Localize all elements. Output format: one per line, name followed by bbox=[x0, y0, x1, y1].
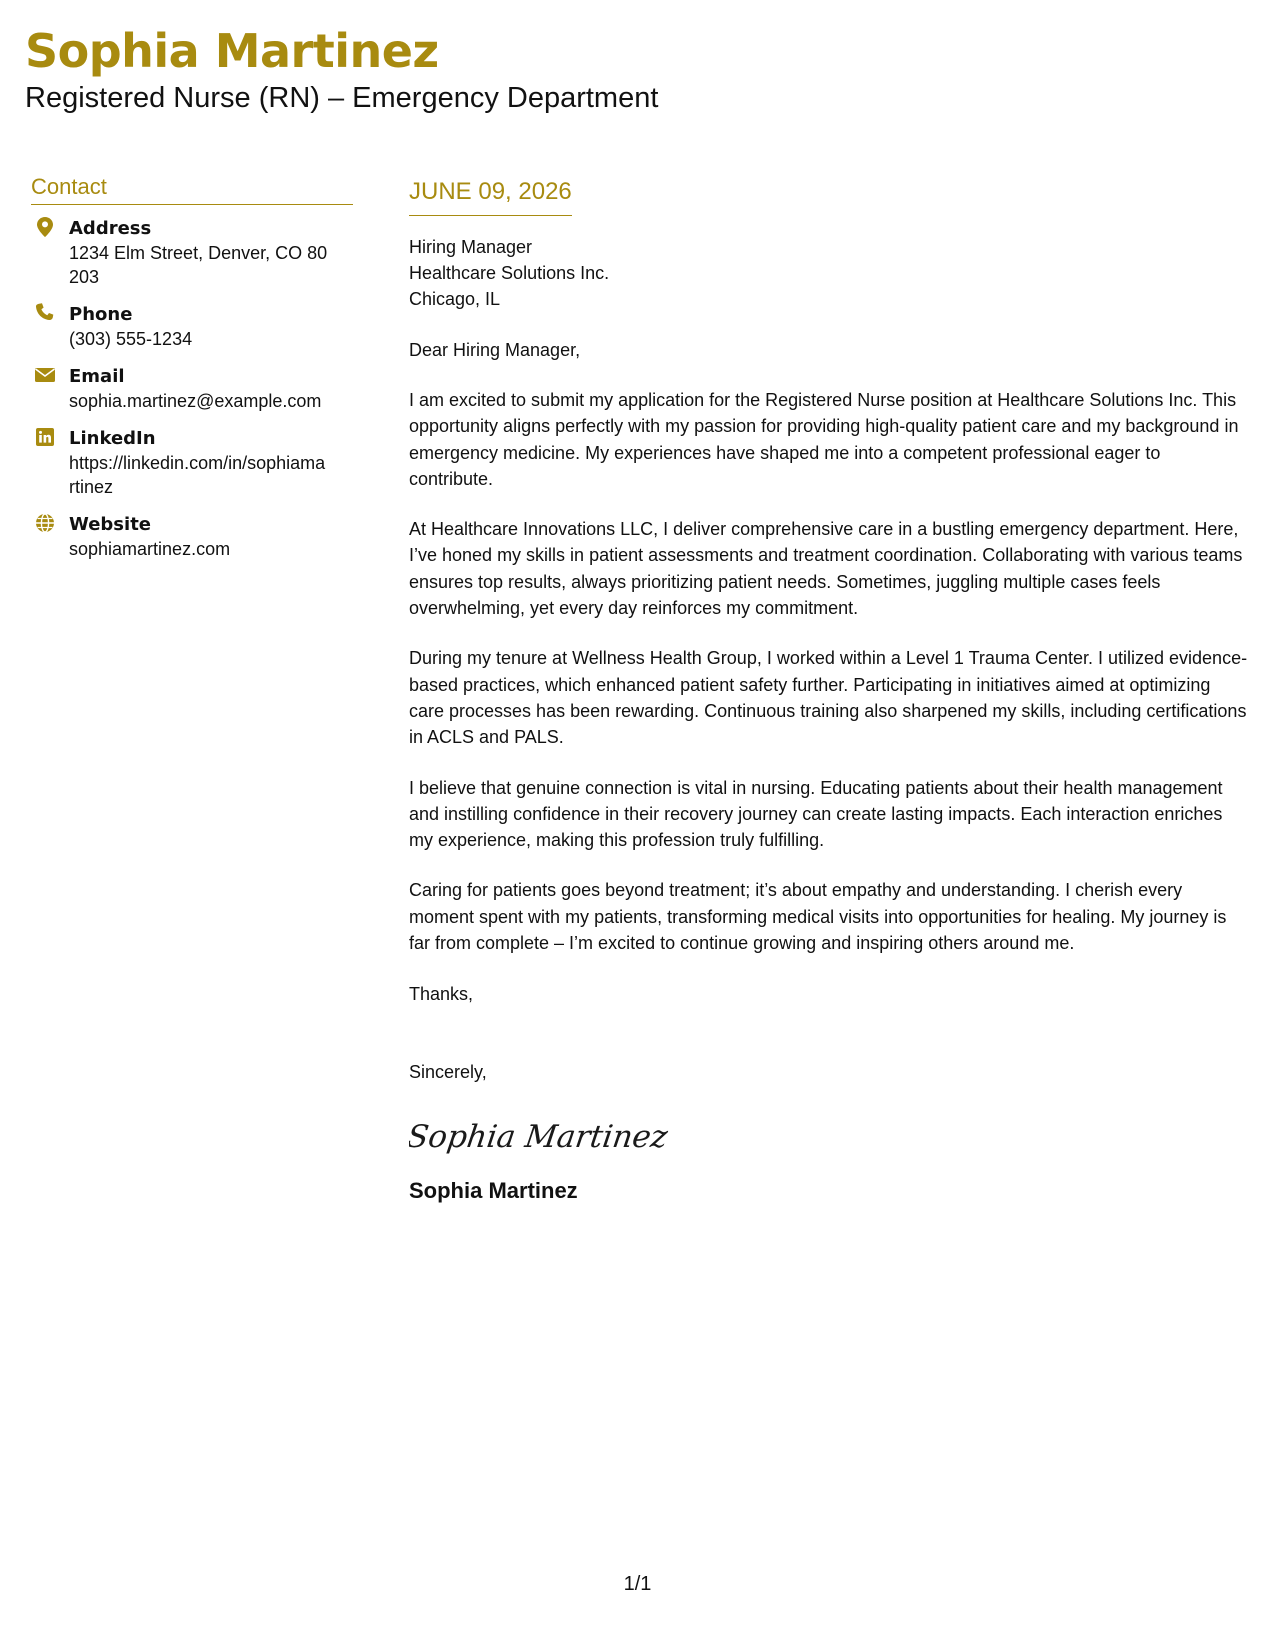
contact-sidebar bbox=[31, 174, 353, 575]
salutation: Dear Hiring Manager, bbox=[409, 340, 581, 360]
recipient-company: Healthcare Solutions Inc. bbox=[409, 263, 610, 283]
contact-value-address: 1234 Elm Street, Denver, CO 80203 bbox=[69, 243, 328, 287]
contact-item-linkedin bbox=[31, 427, 353, 499]
contact-label-address: Address bbox=[69, 218, 152, 239]
contact-item-website bbox=[31, 513, 353, 561]
contact-label-linkedin: LinkedIn bbox=[69, 428, 156, 449]
globe-icon bbox=[33, 511, 57, 535]
map-marker-icon bbox=[33, 215, 57, 239]
letter-paragraph: I am excited to submit my application for the Registered Nurse position at Healthcare Solutions Inc. This opportunity aligns perfectly with my passion for providing high-quality patient care and my background in emergency medicine. My experiences have shaped me into a competent professional eager to contribute. bbox=[409, 390, 1239, 489]
letter-paragraph: I believe that genuine connection is vital in nursing. Educating patients about their health management and instilling confidence in their recovery journey can create lasting impacts. Each interaction enriches my experience, making this profession truly fulfilling. bbox=[409, 777, 1223, 851]
handwritten-signature bbox=[409, 1111, 669, 1161]
closing-thanks: Thanks, bbox=[409, 984, 474, 1005]
letter-body bbox=[409, 178, 1249, 1205]
contact-list bbox=[31, 217, 353, 561]
job-title: Registered Nurse (RN) – Emergency Department bbox=[25, 82, 659, 114]
envelope-icon bbox=[33, 363, 57, 387]
contact-item-email bbox=[31, 365, 353, 413]
contact-section-title: Contact bbox=[31, 174, 353, 205]
applicant-name: Sophia Martinez bbox=[25, 24, 439, 78]
linkedin-icon bbox=[33, 425, 57, 449]
letter-paragraph: Caring for patients goes beyond treatment; it’s about empathy and understanding. I cherish every moment spent with my patients, transforming medical visits into opportunities for healing. My journey is far from complete – I’m excited to continue growing and inspiring others around me. bbox=[409, 880, 1227, 954]
letter-paragraph: During my tenure at Wellness Health Group, I worked within a Level 1 Trauma Center. I utilized evidence-based practices, which enhanced patient safety further. Participating in initiatives aimed at optimizing care processes has been rewarding. Continuous training also sharpened my skills, including certifications in ACLS and PALS. bbox=[409, 648, 1248, 748]
letter-date: JUNE 09, 2026 bbox=[409, 178, 572, 216]
signature-text: Sophia Martinez bbox=[409, 1119, 669, 1156]
contact-value-linkedin[interactable]: https://linkedin.com/in/sophiamartinez bbox=[69, 453, 326, 497]
contact-label-website: Website bbox=[69, 514, 152, 535]
contact-value-email[interactable]: sophia.martinez@example.com bbox=[69, 391, 322, 411]
contact-value-website[interactable]: sophiamartinez.com bbox=[69, 539, 231, 559]
contact-item-phone bbox=[31, 303, 353, 351]
signed-name: Sophia Martinez bbox=[409, 1178, 578, 1204]
letter-paragraph: At Healthcare Innovations LLC, I deliver comprehensive care in a bustling emergency department. Here, I’ve honed my skills in patient assessments and treatment coordination. Collaborating with various teams ensures top results, always prioritizing patient needs. Sometimes, juggling multiple cases feels overwhelming, yet every day reinforces my commitment. bbox=[409, 519, 1243, 619]
phone-icon bbox=[33, 301, 57, 325]
page-number: 1/1 bbox=[623, 1573, 652, 1595]
contact-label-email: Email bbox=[69, 366, 125, 387]
recipient-block bbox=[409, 234, 1249, 312]
closing-sincerely: Sincerely, bbox=[409, 1062, 487, 1083]
contact-item-address bbox=[31, 217, 353, 289]
contact-value-phone: (303) 555-1234 bbox=[69, 329, 193, 349]
contact-label-phone: Phone bbox=[69, 304, 133, 325]
header bbox=[25, 22, 1225, 116]
recipient-location: Chicago, IL bbox=[409, 289, 501, 309]
recipient-name: Hiring Manager bbox=[409, 237, 533, 257]
